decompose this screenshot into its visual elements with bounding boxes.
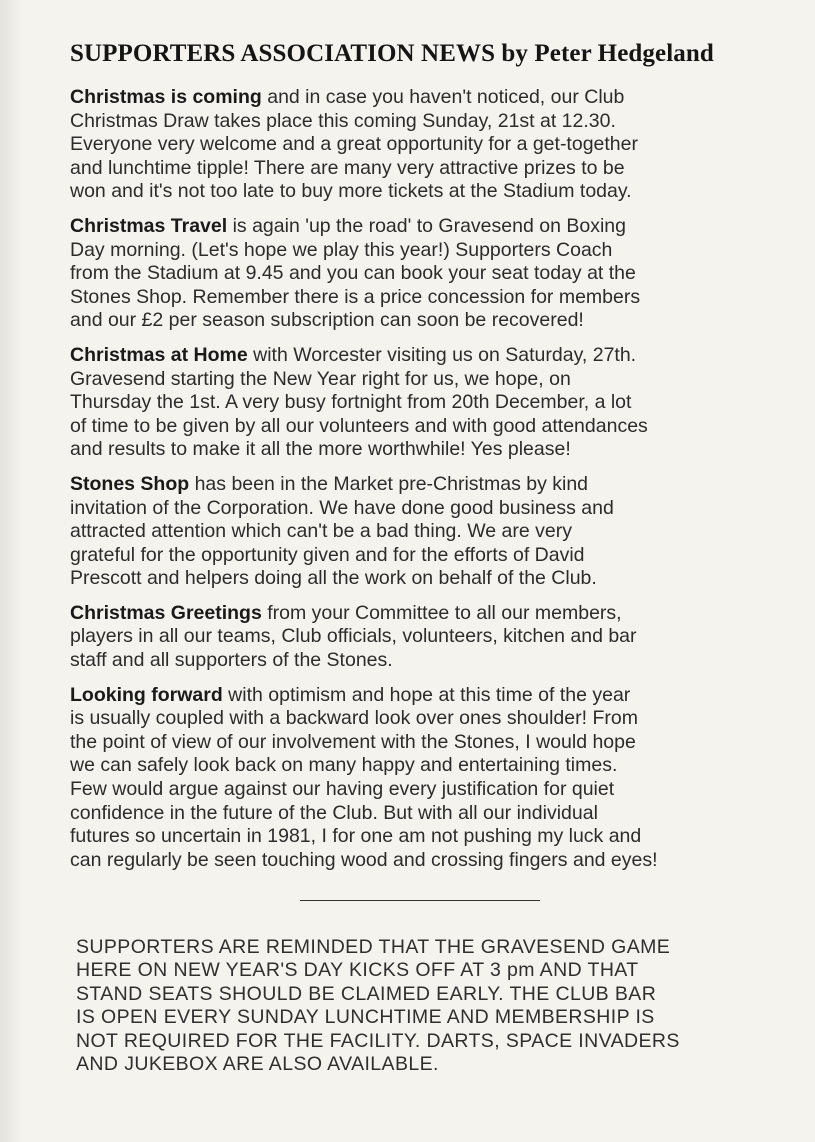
page-title: SUPPORTERS ASSOCIATION NEWS by Peter Hedgeland: [70, 40, 714, 67]
paragraph-line: [70, 567, 790, 591]
paragraph-line: [70, 286, 790, 310]
paragraph-line: [70, 649, 790, 673]
paragraph-stones-shop: [70, 473, 790, 591]
paragraph-christmas-at-home: [70, 344, 790, 462]
paragraph-text: Everyone very welcome and a great opportunity for a get-together: [70, 133, 638, 156]
paragraph-text: with optimism and hope at this time of the year: [222, 683, 631, 706]
notice-line: AND JUKEBOX ARE ALSO AVAILABLE.: [76, 1053, 439, 1076]
page-edge: [0, 0, 22, 1142]
paragraph-line: [70, 110, 790, 134]
paragraph-line: [70, 544, 790, 568]
paragraph-line: [70, 625, 790, 649]
paragraph-text: Christmas Draw takes place this coming Sunday, 21st at 12.30.: [70, 109, 616, 132]
paragraph-line: [70, 157, 790, 181]
paragraph-text: Day morning. (Let's hope we play this year!) Supporters Coach: [70, 238, 613, 261]
paragraph-line: [70, 849, 790, 873]
paragraph-line: [70, 391, 790, 415]
section-divider: [300, 900, 540, 901]
notice-line: HERE ON NEW YEAR'S DAY KICKS OFF AT 3 pm AND THAT: [76, 959, 639, 982]
paragraph-text: with Worcester visiting us on Saturday, 27th.: [247, 343, 637, 366]
paragraph-line: [70, 415, 790, 439]
paragraph-text: Few would argue against our having every justification for quiet: [70, 778, 615, 801]
paragraph-line: [70, 731, 790, 755]
paragraph-text: players in all our teams, Club officials, volunteers, kitchen and bar: [70, 625, 637, 648]
notice-line: IS OPEN EVERY SUNDAY LUNCHTIME AND MEMBERSHIP IS: [76, 1006, 655, 1029]
notice-line: NOT REQUIRED FOR THE FACILITY. DARTS, SPACE INVADERS: [76, 1029, 680, 1052]
paragraph-line: [70, 180, 790, 204]
paragraph-line: [70, 309, 790, 333]
paragraph-christmas-travel: [70, 215, 790, 333]
paragraph-line: [70, 707, 790, 731]
paragraph-line: [70, 438, 790, 462]
paragraph-line: [70, 684, 790, 708]
paragraph-text: confidence in the future of the Club. But with all our individual: [70, 801, 598, 824]
paragraph-text: and our £2 per season subscription can soon be recovered!: [70, 309, 584, 332]
paragraph-christmas-greetings: [70, 602, 790, 673]
paragraph-text: and lunchtime tipple! There are many very attractive prizes to be: [70, 156, 625, 179]
paragraph-line: [70, 86, 790, 110]
paragraph-line: [70, 520, 790, 544]
paragraph-lead: Christmas is coming: [70, 86, 262, 108]
paragraph-text: Stones Shop. Remember there is a price concession for members: [70, 285, 641, 308]
paragraph-line: [70, 473, 790, 497]
paragraph-lead: Stones Shop: [70, 472, 190, 495]
paragraph-text: we can safely look back on many happy and entertaining times.: [70, 754, 618, 777]
paragraph-line: [70, 754, 790, 778]
paragraph-line: [70, 825, 790, 849]
paragraph-line: [70, 344, 790, 368]
paragraph-text: Prescott and helpers doing all the work on behalf of the Club.: [70, 567, 597, 590]
paragraph-line: [70, 802, 790, 826]
paragraph-text: the point of view of our involvement with the Stones, I would hope: [70, 730, 636, 753]
paragraph-line: [70, 239, 790, 263]
paragraph-looking-forward: [70, 684, 790, 873]
paragraph-line: [70, 215, 790, 239]
paragraph-text: is again 'up the road' to Gravesend on Boxing: [227, 214, 626, 237]
paragraph-text: won and it's not too late to buy more tickets at the Stadium today.: [70, 180, 632, 203]
paragraph-lead: Looking forward: [70, 683, 223, 706]
paragraph-christmas-coming: [70, 86, 790, 204]
paragraph-text: and results to make it all the more worthwhile! Yes please!: [70, 438, 571, 461]
notice-line: SUPPORTERS ARE REMINDED THAT THE GRAVESEND GAME: [76, 936, 671, 958]
paragraph-text: Gravesend starting the New Year right for us, we hope, on: [70, 367, 571, 390]
paragraph-lead: Christmas Greetings: [70, 601, 262, 624]
paragraph-line: [70, 133, 790, 157]
paragraph-text: staff and all supporters of the Stones.: [70, 649, 393, 672]
paragraph-line: [70, 262, 790, 286]
paragraph-text: of time to be given by all our volunteers and with good attendances: [70, 414, 648, 437]
paragraph-text: and in case you haven't noticed, our Club: [261, 86, 625, 108]
paragraph-text: futures so uncertain in 1981, I for one am not pushing my luck and: [70, 825, 642, 848]
paragraph-text: grateful for the opportunity given and for the efforts of David: [70, 543, 585, 566]
notice-line: STAND SEATS SHOULD BE CLAIMED EARLY. THE CLUB BAR: [76, 982, 657, 1005]
paragraph-text: from your Committee to all our members,: [261, 601, 622, 624]
paragraph-text: has been in the Market pre-Christmas by kind: [189, 472, 589, 495]
paragraph-line: [70, 602, 790, 626]
article-body: [70, 86, 790, 883]
paragraph-line: [70, 497, 790, 521]
paragraph-text: is usually coupled with a backward look over ones shoulder! From: [70, 707, 638, 730]
paragraph-text: Thursday the 1st. A very busy fortnight from 20th December, a lot: [70, 391, 632, 414]
paragraph-text: from the Stadium at 9.45 and you can book your seat today at the: [70, 262, 636, 285]
paragraph-line: [70, 368, 790, 392]
supporters-notice: [76, 936, 796, 1076]
paragraph-line: [70, 778, 790, 802]
paragraph-lead: Christmas at Home: [70, 343, 248, 366]
paragraph-text: invitation of the Corporation. We have done good business and: [70, 496, 614, 519]
paragraph-text: attracted attention which can't be a bad thing. We are very: [70, 520, 572, 543]
paragraph-lead: Christmas Travel: [70, 214, 228, 237]
paragraph-text: can regularly be seen touching wood and crossing fingers and eyes!: [70, 848, 658, 871]
